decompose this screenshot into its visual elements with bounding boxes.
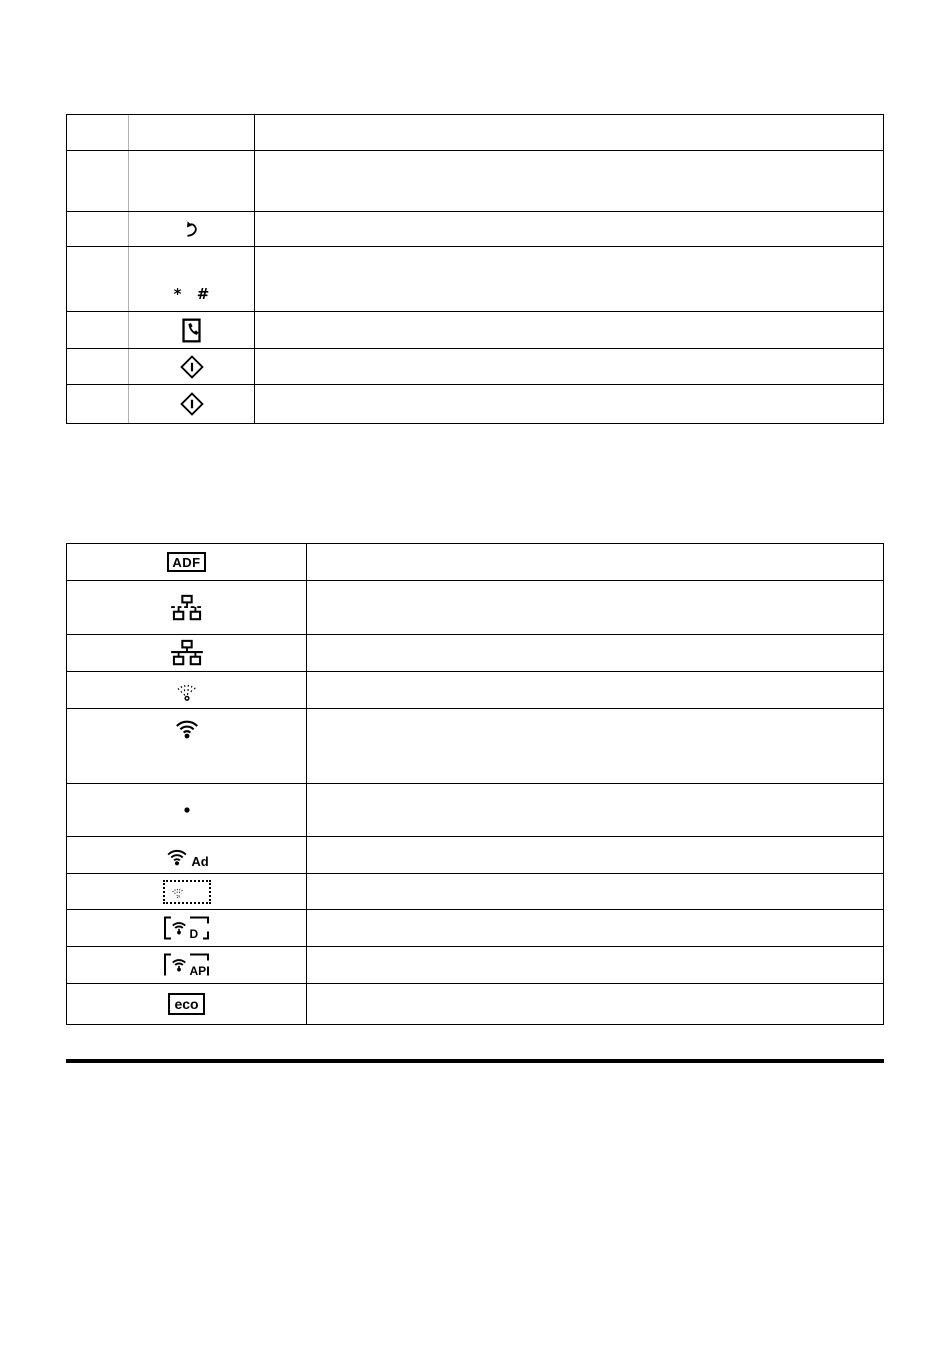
table-row — [67, 115, 883, 151]
table-cell — [129, 115, 255, 150]
start-icon — [180, 392, 204, 416]
wifi-icon — [172, 714, 202, 740]
eco-badge: eco — [168, 993, 204, 1015]
ethernet-icon — [169, 639, 205, 667]
table-cell — [67, 349, 129, 384]
back-icon — [182, 219, 202, 239]
table-cell — [67, 212, 129, 246]
table-row — [67, 837, 883, 874]
wifi-dotted-icon — [173, 678, 201, 702]
table-cell — [67, 784, 307, 836]
table-cell — [307, 837, 883, 873]
table-cell — [255, 247, 883, 311]
table-row — [67, 635, 883, 672]
table-cell — [255, 151, 883, 211]
start-icon — [180, 355, 204, 379]
table-cell — [67, 312, 129, 348]
table-row — [67, 910, 883, 947]
table-row — [67, 247, 883, 312]
table-cell — [67, 947, 307, 983]
table-cell — [129, 312, 255, 348]
status-icons-table — [66, 543, 884, 1025]
table-row — [67, 581, 883, 635]
table-cell — [307, 709, 883, 783]
table-cell — [67, 837, 307, 873]
table-row — [67, 349, 883, 385]
wifi-direct-inactive-icon — [163, 880, 211, 904]
table-cell — [129, 212, 255, 246]
table-cell — [307, 784, 883, 836]
table-cell — [307, 672, 883, 708]
table-row — [67, 212, 883, 247]
table-row — [67, 312, 883, 349]
wifi-ap-icon — [162, 952, 212, 978]
table-cell — [307, 947, 883, 983]
table-row — [67, 984, 883, 1024]
table-cell — [255, 385, 883, 423]
table-cell — [67, 910, 307, 946]
table-cell — [67, 247, 129, 311]
table-cell — [67, 151, 129, 211]
asterisk-hash-keys: * # — [173, 285, 215, 303]
table-cell — [307, 635, 883, 671]
ethernet-dashed-icon — [169, 594, 205, 622]
section-divider — [66, 1059, 884, 1063]
contacts-icon — [182, 318, 201, 343]
table-cell — [307, 544, 883, 580]
table-cell — [129, 349, 255, 384]
table-cell — [67, 672, 307, 708]
table-row — [67, 947, 883, 984]
table-cell — [67, 544, 307, 580]
adf-badge: ADF — [167, 552, 205, 572]
table-cell — [129, 247, 255, 311]
table-row — [67, 709, 883, 784]
table-row — [67, 385, 883, 423]
table-cell — [129, 151, 255, 211]
adhoc-label: Ad — [191, 853, 209, 869]
table-cell — [307, 874, 883, 909]
table-cell — [67, 385, 129, 423]
table-cell — [67, 874, 307, 909]
table-cell — [255, 312, 883, 348]
wifi-ap-label: AP — [189, 964, 207, 978]
table-cell — [129, 385, 255, 423]
dot-icon — [183, 806, 191, 814]
table-cell — [67, 581, 307, 634]
table-cell — [67, 709, 307, 783]
table-row — [67, 544, 883, 581]
table-cell — [255, 212, 883, 246]
control-panel-buttons-table — [66, 114, 884, 424]
table-cell — [255, 115, 883, 150]
table-cell — [255, 349, 883, 384]
wifi-adhoc-icon — [164, 844, 208, 867]
table-row — [67, 151, 883, 212]
table-cell — [67, 115, 129, 150]
table-row — [67, 874, 883, 910]
table-cell — [67, 984, 307, 1024]
table-cell — [67, 635, 307, 671]
wifi-direct-label: D — [189, 927, 199, 941]
wifi-direct-icon — [162, 915, 212, 941]
table-row — [67, 672, 883, 709]
table-cell — [307, 984, 883, 1024]
table-cell — [307, 910, 883, 946]
table-row — [67, 784, 883, 837]
table-cell — [307, 581, 883, 634]
